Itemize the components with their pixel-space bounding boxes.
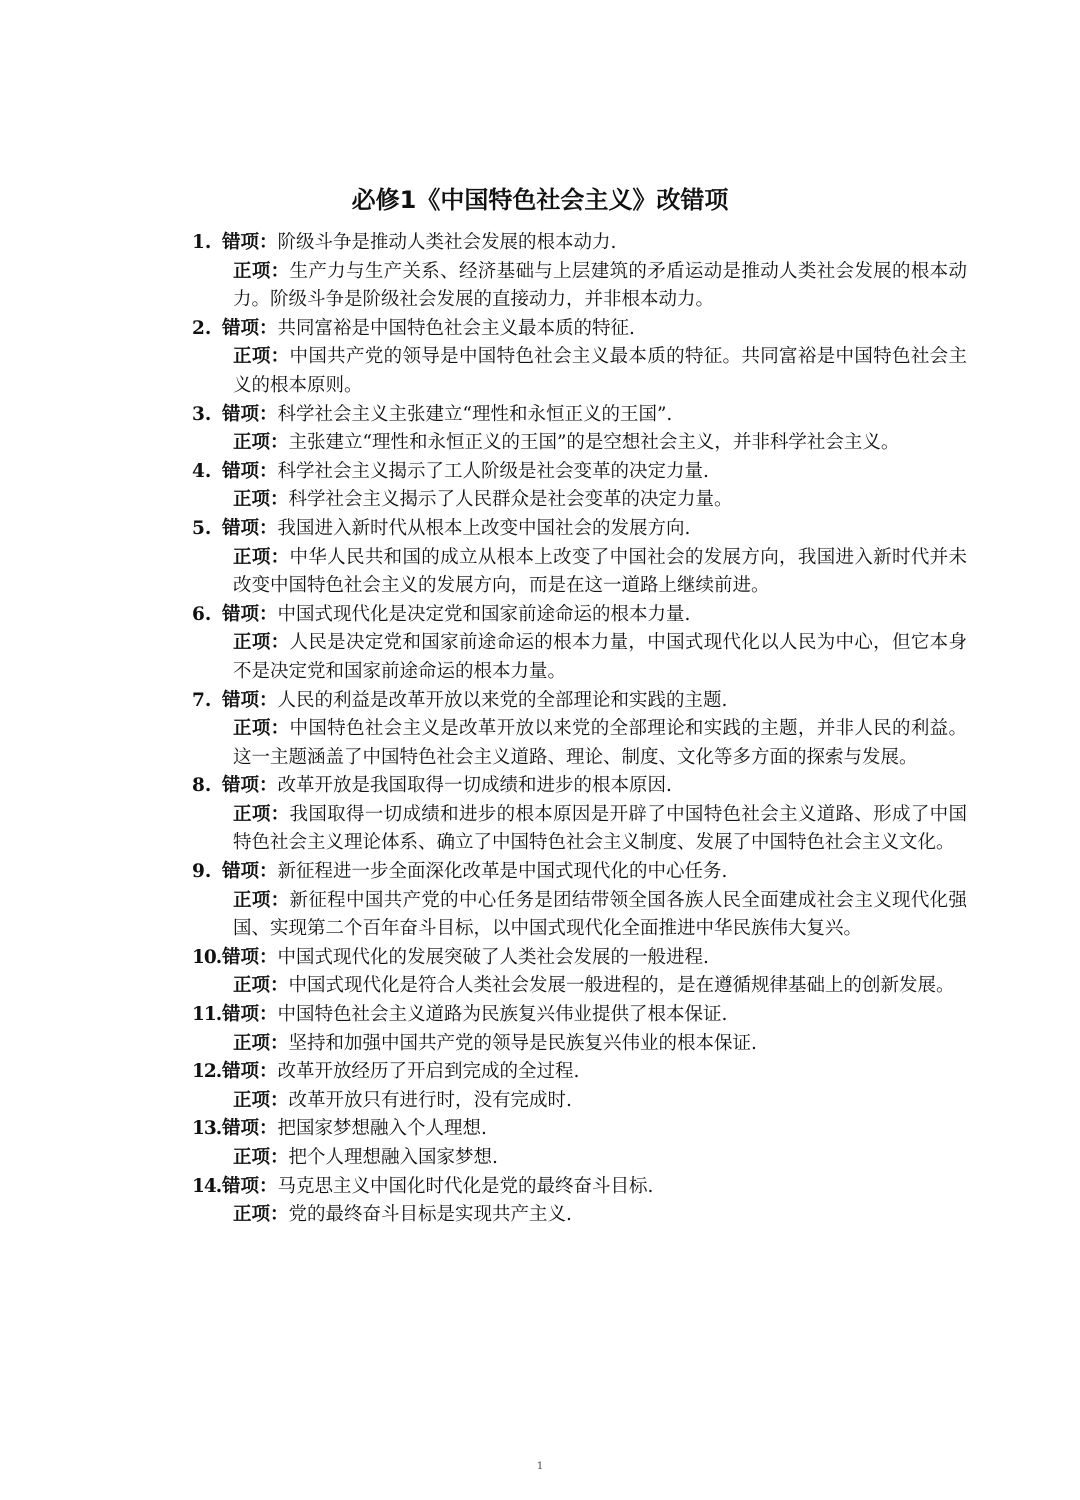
wrong-line [192,458,967,487]
page-title: 必修1《中国特色社会主义》改错项 [351,186,729,214]
list-item [192,858,967,944]
correct-line [192,1087,967,1116]
list-item [192,1058,967,1115]
item-number: 3. [192,403,212,425]
correct-text: 中国共产党的领导是中国特色社会主义最本质的特征。共同富裕是中国特色社会主义的根本原则。 [233,346,967,396]
item-number: 12. [192,1061,222,1083]
list-item [192,772,967,858]
item-number: 11. [192,1004,222,1026]
wrong-label: 错项： [222,1004,278,1026]
wrong-line [192,1058,967,1087]
correct-line [192,486,967,515]
wrong-line [192,1173,967,1202]
item-number: 8. [192,775,212,797]
correct-label: 正项： [233,489,289,511]
correct-label: 正项： [233,889,290,911]
wrong-text: 人民的利益是改革开放以来党的全部理论和实践的主题. [277,689,728,711]
correct-label: 正项： [233,1089,289,1111]
list-item [192,515,967,601]
list-item [192,229,967,315]
correct-line [192,972,967,1001]
wrong-label: 错项： [222,689,278,711]
wrong-label: 错项： [222,317,278,339]
correct-text: 中国特色社会主义是改革开放以来党的全部理论和实践的主题，并非人民的利益。这一主题涵盖了中国特色社会主义道路、理论、制度、文化等多方面的探索与发展。 [233,718,967,768]
wrong-label: 错项： [222,403,278,425]
item-number: 10. [192,946,222,968]
correct-text: 新征程中国共产党的中心任务是团结带领全国各族人民全面建成社会主义现代化强国、实现第二个百年奋斗目标，以中国式现代化全面推进中华民族伟大复兴。 [233,889,967,940]
wrong-line [192,772,967,801]
wrong-line [192,601,967,630]
correct-line [192,1030,967,1059]
correct-text: 坚持和加强中国共产党的领导是民族复兴伟业的根本保证. [288,1032,757,1054]
list-item [192,1001,967,1058]
wrong-label: 错项： [222,946,278,968]
list-item [192,401,967,458]
wrong-label: 错项： [222,517,278,539]
item-number: 4. [192,460,212,482]
item-number: 5. [192,517,212,539]
wrong-label: 错项： [222,861,278,883]
list-item [192,687,967,773]
correct-label: 正项： [233,432,289,454]
wrong-line [192,944,967,973]
wrong-text: 中国特色社会主义道路为民族复兴伟业提供了根本保证. [277,1004,728,1026]
correction-list [192,229,967,1230]
correct-text: 改革开放只有进行时，没有完成时. [288,1089,572,1111]
wrong-line [192,1115,967,1144]
wrong-line [192,229,967,258]
wrong-text: 阶级斗争是推动人类社会发展的根本动力. [277,232,617,253]
correct-text: 中华人民共和国的成立从根本上改变了中国社会的发展方向，我国进入新时代并未改变中国特色社会主义的发展方向，而是在这一道路上继续前进。 [233,546,967,597]
wrong-text: 中国式现代化是决定党和国家前途命运的根本力量. [277,603,691,625]
correct-line [192,629,967,686]
correct-line [192,258,967,315]
correct-text: 中国式现代化是符合人类社会发展一般进程的，是在遵循规律基础上的创新发展。 [288,975,955,997]
correct-label: 正项： [233,718,290,740]
wrong-text: 科学社会主义主张建立“理性和永恒正义的王国”. [277,403,673,425]
page-number: 1 [536,1461,544,1472]
correct-text: 主张建立“理性和永恒正义的王国”的是空想社会主义，并非科学社会主义。 [288,432,900,454]
wrong-label: 错项： [222,1061,278,1083]
correct-line [192,544,967,601]
list-item [192,601,967,687]
wrong-line [192,687,967,716]
list-item [192,458,967,515]
correct-label: 正项： [233,632,290,654]
correct-line [192,715,967,772]
wrong-text: 把国家梦想融入个人理想. [277,1118,487,1140]
list-item [192,1115,967,1172]
wrong-label: 错项： [222,232,278,253]
list-item [192,944,967,1001]
item-number: 13. [192,1118,222,1140]
list-item [192,315,967,401]
wrong-line [192,858,967,887]
correct-line [192,343,967,400]
wrong-label: 错项： [222,775,278,797]
correct-text: 生产力与生产关系、经济基础与上层建筑的矛盾运动是推动人类社会发展的根本动力。阶级斗争是阶级社会发展的直接动力，并非根本动力。 [233,260,967,311]
correct-label: 正项： [233,346,290,368]
wrong-text: 新征程进一步全面深化改革是中国式现代化的中心任务. [277,861,728,883]
correct-text: 科学社会主义揭示了人民群众是社会变革的决定力量。 [288,489,733,511]
wrong-line [192,1001,967,1030]
wrong-label: 错项： [222,1118,278,1140]
item-number: 14. [192,1175,222,1197]
wrong-text: 马克思主义中国化时代化是党的最终奋斗目标. [277,1175,654,1197]
wrong-line [192,515,967,544]
wrong-text: 改革开放经历了开启到完成的全过程. [277,1061,580,1083]
correct-label: 正项： [233,803,290,825]
correct-label: 正项： [233,1204,289,1226]
wrong-label: 错项： [222,1175,278,1197]
item-number: 1. [192,232,212,253]
correct-line [192,1144,967,1173]
correct-label: 正项： [233,1032,289,1054]
item-number: 2. [192,317,212,339]
correct-text: 党的最终奋斗目标是实现共产主义. [288,1204,572,1226]
correct-line [192,429,967,458]
list-item [192,1173,967,1230]
wrong-text: 中国式现代化的发展突破了人类社会发展的一般进程. [277,946,709,968]
correct-text: 我国取得一切成绩和进步的根本原因是开辟了中国特色社会主义道路、形成了中国特色社会主义理论体系、确立了中国特色社会主义制度、发展了中国特色社会主义文化。 [233,803,967,854]
correct-label: 正项： [233,260,290,282]
correct-line [192,887,967,944]
correct-label: 正项： [233,546,290,568]
item-number: 9. [192,861,212,883]
wrong-line [192,401,967,430]
correct-label: 正项： [233,975,289,997]
wrong-text: 改革开放是我国取得一切成绩和进步的根本原因. [277,775,672,797]
wrong-text: 科学社会主义揭示了工人阶级是社会变革的决定力量. [277,460,709,482]
correct-text: 人民是决定党和国家前途命运的根本力量，中国式现代化以人民为中心，但它本身不是决定党和国家前途命运的根本力量。 [233,632,967,682]
wrong-label: 错项： [222,460,278,482]
correct-line [192,801,967,858]
correct-line [192,1201,967,1230]
item-number: 7. [192,689,212,711]
correct-label: 正项： [233,1147,289,1168]
wrong-line [192,315,967,344]
wrong-text: 我国进入新时代从根本上改变中国社会的发展方向. [277,517,691,539]
item-number: 6. [192,603,212,625]
wrong-label: 错项： [222,603,278,625]
wrong-text: 共同富裕是中国特色社会主义最本质的特征. [277,317,635,339]
correct-text: 把个人理想融入国家梦想. [288,1147,498,1168]
